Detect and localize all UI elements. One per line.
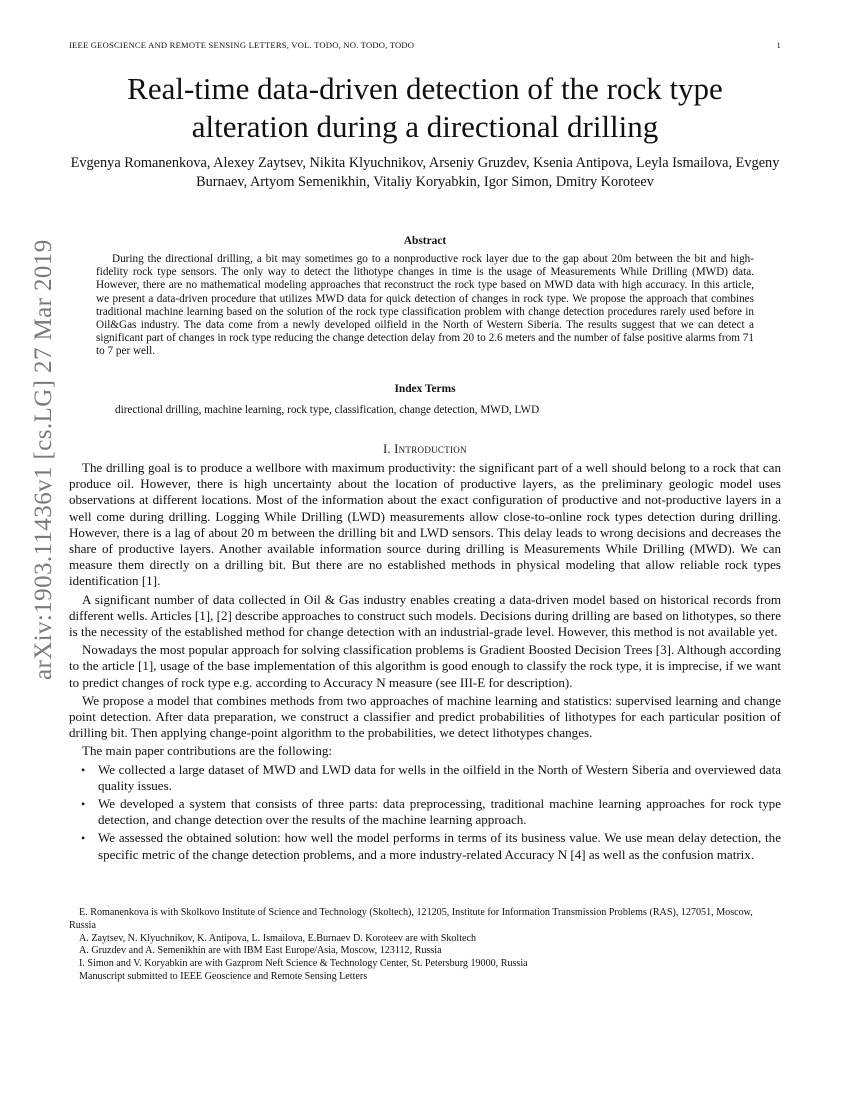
paragraph: Nowadays the most popular approach for solving classification problems is Gradient Boosted Decision Trees [3]. Although according to the article [1], usage of the base implementation of this algorithm is good enough to classify the rock type, it is imprecise, if we want to predict changes of rock type e.g. according to Accuracy N measure (see III-E for description). — [69, 642, 781, 690]
list-item — [81, 761, 781, 794]
bullet-icon: • — [81, 831, 86, 846]
footnote: I. Simon and V. Koryabkin are with Gazprom Neft Science & Technology Center, St. Petersburg 19000, Russia — [79, 958, 528, 970]
arxiv-stamp: arXiv:1903.11436v1 [cs.LG] 27 Mar 2019 — [30, 239, 57, 680]
list-item — [81, 796, 781, 828]
footnote: Manuscript submitted to IEEE Geoscience and Remote Sensing Letters — [79, 970, 368, 982]
paragraph: The drilling goal is to produce a wellbore with maximum productivity: the significant part of a well should belong to a rock that can produce oil. However, there is high uncertainty about the location of productive layers, as the preliminary geologic model uses observations at different locations. Most of the information about the exact configuration of productive and not-productive layers in a well come during drilling. Logging While Drilling (LWD) measurements allow close-to-online rock types detection during drilling. However, there is a lag of about 20 m between the drilling bit and LWD sensors. This delay leads to wrong decisions and decreases the share of productive layers. Another available information source during drilling is Measurements While Drilling (MWD). We can measure them directly on a drilling bit. But there are no established methods in physical modeling that allow reliable rock types identification [1]. — [69, 460, 781, 589]
paragraph: We propose a model that combines methods from two approaches of machine learning and statistics: supervised learning and change point detection. After data preparation, we construct a classifier and predict probabilities of lithotypes for each particular position of drilling bit. Then applying change-point algorithm to the probabilities, we detect lithotypes changes. — [69, 692, 781, 741]
footnote: E. Romanenkova is with Skolkovo Institute of Science and Technology (Skoltech), 121205, Institute for Information Transmission Problems (RAS), 127051, Moscow, Russia — [69, 907, 753, 931]
page-number: 1 — [776, 40, 781, 50]
section-numeral: I. — [383, 442, 395, 456]
author-list: Evgenya Romanenkova, Alexey Zaytsev, Nikita Klyuchnikov, Arseniy Gruzdev, Ksenia Antipova, Leyla Ismailova, Evgeny Burnaev, Artyom Semenikhin, Vitaliy Koryabkin, Igor Simon, Dmitry Koroteev — [70, 155, 780, 190]
index-terms-text: directional drilling, machine learning, rock type, classification, change detection, MWD, LWD — [115, 404, 540, 416]
index-terms-heading: Index Terms — [394, 383, 456, 395]
list-item-text: We developed a system that consists of three parts: data preprocessing, traditional machine learning approaches for rock type detection, and change detection over the results of the machine learning approach. — [98, 796, 781, 828]
paper-title: Real-time data-driven detection of the rock type alteration during a directional drilling — [127, 71, 723, 144]
running-header — [69, 40, 781, 50]
footnote: A. Zaytsev, N. Klyuchnikov, K. Antipova, L. Ismailova, E.Burnaev D. Koroteev are with Skoltech — [79, 932, 477, 944]
section-title: Introduction — [394, 442, 467, 456]
section-heading — [69, 442, 781, 457]
bullet-icon: • — [81, 762, 86, 777]
list-item-text: We assessed the obtained solution: how well the model performs in terms of its business value. We use mean delay detection, the specific metric of the change detection problems, and a more industry-related Accuracy N [4] as well as the confusion matrix. — [98, 830, 781, 862]
list-item — [81, 830, 781, 862]
abstract-heading: Abstract — [403, 235, 447, 247]
bullet-icon: • — [81, 797, 86, 812]
paragraph: A significant number of data collected in Oil & Gas industry enables creating a data-driven model based on historical records from different wells. Articles [1], [2] describe approaches to construct such models. Decisions during drilling are based on lithotypes, so there is the necessity of the established method for change detection with an industrial-grade level. However, this method is not available yet. — [69, 591, 781, 640]
journal-header: IEEE GEOSCIENCE AND REMOTE SENSING LETTERS, VOL. TODO, NO. TODO, TODO — [69, 40, 415, 50]
contributions-list — [69, 762, 781, 863]
abstract-text: During the directional drilling, a bit may sometimes go to a nonproductive rock layer due to the gap about 20m between the bit and high-fidelity rock type sensors. The only way to detect the lithotype changes in time is the usage of Measurements While Drilling (MWD) data. However, there are no mathematical modeling approaches that reconstruct the rock type based on MWD data with high accuracy. In this article, we present a data-driven procedure that utilizes MWD data for quick detection of changes in rock type. We propose the approach that combines traditional machine learning based on the solution of the rock type classification problem with change detection procedures rarely used before in Oil&Gas industry. The data come from a newly developed oilfield in the North of Western Siberia. The results suggest that we can detect a significant part of changes in rock type reducing the change detection delay from 20 to 2.6 meters and the number of false positive alarms from 71 to 7 per well. — [96, 253, 754, 358]
body-text — [69, 460, 781, 865]
footnote: A. Gruzdev and A. Semenikhin are with IBM East Europe/Asia, Moscow, 123112, Russia — [79, 945, 442, 957]
footnotes — [69, 907, 781, 984]
paragraph: The main paper contributions are the following: — [82, 743, 332, 759]
list-item-text: We collected a large dataset of MWD and LWD data for wells in the oilfield in the North of Western Siberia and overviewed data quality issues. — [98, 761, 781, 793]
